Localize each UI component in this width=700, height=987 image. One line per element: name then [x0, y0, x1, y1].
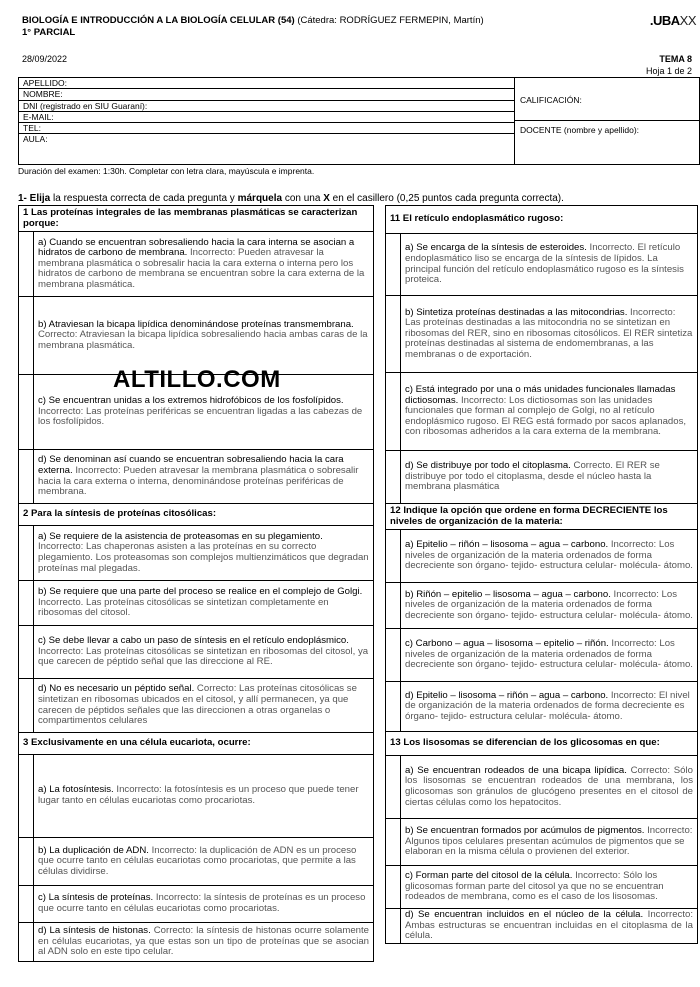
catedra: (Cátedra: RODRÍGUEZ FERMEPIN, Martín) — [294, 15, 484, 26]
exam-header — [22, 15, 484, 39]
answer-checkbox[interactable] — [19, 375, 34, 449]
answer-option: d) La síntesis de histonas. Correcto: la síntesis de histonas ocurre solamente en células eucariotas, ya que estas son un tipo de proteínas que se asocian al ADN solo en este tipo celular. — [19, 923, 373, 961]
question-title: 3 Exclusivamente en una célula eucariota, ocurre: — [19, 733, 373, 755]
answer-option: c) Está integrado por una o más unidades funcionales llamadas dictiosomas. Incorrecto: Los dictiosomas son las unidades funcionales que forman al complejo de Golgi, no al retículo endoplásmico rugoso. El REG está formado por sacos aplanados, con ribosomas adheridos a la cara externa de la membrana. — [386, 373, 697, 451]
course-name: BIOLOGÍA E INTRODUCCIÓN A LA BIOLOGÍA CELULAR (54) — [22, 15, 295, 26]
question-title: 12 Indique la opción que ordene en forma DECRECIENTE los niveles de organización de la materia: — [386, 504, 697, 530]
answer-checkbox[interactable] — [386, 234, 401, 295]
tema: TEMA 8 — [659, 54, 692, 64]
uba-logo: .UBAXX — [649, 13, 696, 28]
id-field-email[interactable]: E-MAIL: — [19, 112, 514, 123]
duracion-note: Duración del examen: 1:30h. Completar con letra clara, mayúscula e imprenta. — [18, 166, 315, 176]
tema-info — [646, 53, 692, 77]
answer-option: b) Riñón – epitelio – lisosoma – agua – carbono. Incorrecto: Los niveles de organización de la materia ordenados de forma decreciente son órgano- tejido- estructura celular- molécula- átomo. — [386, 583, 697, 629]
answer-checkbox[interactable] — [19, 755, 34, 837]
id-field-apellido[interactable]: APELLIDO: — [19, 78, 514, 89]
answer-checkbox[interactable] — [19, 679, 34, 732]
question-title: 2 Para la síntesis de proteínas citosólicas: — [19, 504, 373, 526]
answer-option: b) Sintetiza proteínas destinadas a las mitocondrias. Incorrecto: Las proteínas destinadas a las mitocondria no se sintetizan en ribosomas del RER, sino en ribosomas citosólicos. El RER sintetiza proteínas destinadas al sistema de endomembranas, a las membranas o de exportación. — [386, 296, 697, 373]
answer-checkbox[interactable] — [386, 583, 401, 628]
answer-checkbox[interactable] — [19, 526, 34, 580]
answer-option: c) Carbono – agua – lisosoma – epitelio – riñón. Incorrecto: Los niveles de organización de la materia ordenados de forma decreciente son órgano- tejido- estructura celular- molécula- átomo. — [386, 629, 697, 682]
answer-option: a) Se encuentran rodeados de una bicapa lipídica. Correcto: Sólo los lisosomas se encuentran rodeados de una membrana, los glicosomas son gránulos de glucógeno presentes en el citosol de ciertas células como los hepatocitos. — [386, 756, 697, 819]
altillo-watermark: ALTILLO.COM — [113, 366, 281, 393]
answer-checkbox[interactable] — [386, 296, 401, 372]
instructions: 1- Elija la respuesta correcta de cada pregunta y márquela con una X en el casillero (0,25 puntos cada pregunta correcta). — [18, 193, 564, 204]
answer-option: a) La fotosíntesis. Incorrecto: la fotosíntesis es un proceso que puede tener lugar tanto en células eucariotas como procariotas. — [19, 755, 373, 838]
answer-option: d) Se distribuye por todo el citoplasma. Correcto. El RER se distribuye por todo el citoplasma, desde el núcleo hasta la membrana plasmática — [386, 451, 697, 504]
answer-option: a) Epitelio – riñón – lisosoma – agua – carbono. Incorrecto: Los niveles de organización de la materia ordenados de forma decreciente son órgano- tejido- estructura celular- molécula- átomo. — [386, 530, 697, 583]
answer-checkbox[interactable] — [386, 530, 401, 582]
docente-field: DOCENTE (nombre y apellido): — [520, 125, 640, 135]
answer-checkbox[interactable] — [386, 756, 401, 818]
right-question-column — [385, 205, 698, 944]
id-field-dni[interactable]: DNI (registrado en SIU Guaraní): — [19, 101, 514, 112]
exam-date: 28/09/2022 — [22, 54, 68, 64]
id-field-aula[interactable]: AULA: — [23, 134, 48, 145]
answer-option: c) La síntesis de proteínas. Incorrecto: la síntesis de proteínas es un proceso que ocurre tanto en células eucariotas como procariotas. — [19, 886, 373, 923]
answer-option: c) Se debe llevar a cabo un paso de síntesis en el retículo endoplásmico. Incorrecto: Las proteínas citosólicas se sintetizan en ribosomas del citosol, ya que carecen de péptido señal que las direccione al RE. — [19, 626, 373, 679]
question-title: 13 Los lisosomas se diferencian de los glicosomas en que: — [386, 732, 697, 756]
answer-checkbox[interactable] — [386, 819, 401, 865]
answer-option: c) Se encuentran unidas a los extremos hidrofóbicos de los fosfolípidos. Incorrecto: Las proteínas periféricas se encuentran ligadas a las cabezas de los fosfolípidos. — [19, 375, 373, 450]
left-question-column — [18, 205, 374, 962]
answer-checkbox[interactable] — [19, 626, 34, 678]
answer-checkbox[interactable] — [386, 629, 401, 681]
answer-option: b) Atraviesan la bicapa lipídica denominándose proteínas transmembrana. Correcto: Atraviesan la bicapa lipídica sobresaliendo hacia ambas caras de la membrana plasmática. — [19, 297, 373, 375]
id-field-tel[interactable]: TEL: — [19, 123, 514, 134]
answer-option: a) Se encarga de la síntesis de esteroides. Incorrecto. El retículo endoplasmático liso se encarga de la síntesis de lípidos. La principal función del retículo endoplasmático rugoso es la síntesis proteica. — [386, 234, 697, 296]
answer-checkbox[interactable] — [386, 909, 401, 943]
exam-name: 1° PARCIAL — [22, 27, 76, 38]
question-title: 1 Las proteínas integrales de las membranas plasmáticas se caracterizan porque: — [19, 206, 373, 232]
answer-option: d) Se denominan así cuando se encuentran sobresaliendo hacia la cara externa. Incorrecto: Pueden atravesar la membrana plasmática o sobresalir hacia la cara externa o interna, denominándose proteínas periféricas de membrana. — [19, 450, 373, 504]
answer-checkbox[interactable] — [386, 373, 401, 450]
hoja: Hoja 1 de 2 — [645, 66, 692, 76]
answer-checkbox[interactable] — [386, 682, 401, 731]
answer-option: a) Se requiere de la asistencia de proteasomas en su plegamiento. Incorrecto: Las chaperonas asisten a las proteínas en su correcto plegamiento. Los proteasomas son complejos multienzimáticos que degradan proteínas mal plegadas. — [19, 526, 373, 581]
calificacion-field: CALIFICACIÓN: — [515, 78, 699, 121]
answer-checkbox[interactable] — [19, 838, 34, 885]
answer-checkbox[interactable] — [19, 886, 34, 922]
answer-checkbox[interactable] — [19, 923, 34, 961]
answer-option: d) Epitelio – lisosoma – riñón – agua – carbono. Incorrecto: El nivel de organización de la materia ordenados de forma decreciente es órgano- tejido- estructura celular- molécula- átomo. — [386, 682, 697, 732]
id-field-nombre[interactable]: NOMBRE: — [19, 89, 514, 100]
answer-checkbox[interactable] — [19, 297, 34, 374]
question-title: 11 El retículo endoplasmático rugoso: — [386, 206, 697, 234]
answer-option: d) Se encuentran incluidos en el núcleo de la célula. Incorrecto: Ambas estructuras se encuentran incluidas en el citoplasma de la célula. — [386, 909, 697, 943]
answer-checkbox[interactable] — [386, 451, 401, 503]
answer-option: b) La duplicación de ADN. Incorrecto: la duplicación de ADN es un proceso que ocurre tanto en células eucariotas como procariotas, que permite a las células dividirse. — [19, 838, 373, 886]
answer-option: b) Se requiere que una parte del proceso se realice en el complejo de Golgi. Incorrecto. Las proteínas citosólicas se sintetizan completamente en ribosomas del citosol. — [19, 581, 373, 626]
answer-option: d) No es necesario un péptido señal. Correcto: Las proteínas citosólicas se sintetizan en ribosomas ubicados en el citosol, y allí permanecen, ya que carecen de péptidos señales que las direccionen a otras organelas o compartimentos celulares — [19, 679, 373, 733]
answer-checkbox[interactable] — [19, 450, 34, 503]
answer-option: a) Cuando se encuentran sobresaliendo hacia la cara interna se asocian a hidratos de carbono de membrana. Incorrecto: Pueden atravesar la membrana plasmática o sobresalir hacia la cara externa o interna pero los hidratos de carbono de membrana se encuentran sobre la cara externa de la membrana plasmática. — [19, 232, 373, 297]
answer-option: b) Se encuentran formados por acúmulos de pigmentos. Incorrecto: Algunos tipos celulares presentan acúmulos de pigmentos que se elaboran en la misma célula o provienen del exterior. — [386, 819, 697, 866]
answer-option: c) Forman parte del citosol de la célula. Incorrecto: Sólo los glicosomas forman parte del citosol ya que no se encuentran rodeados de membrana, como es el caso de los lisosomas. — [386, 866, 697, 909]
answer-checkbox[interactable] — [386, 866, 401, 908]
answer-checkbox[interactable] — [19, 581, 34, 625]
answer-checkbox[interactable] — [19, 232, 34, 296]
student-id-box — [18, 77, 700, 165]
